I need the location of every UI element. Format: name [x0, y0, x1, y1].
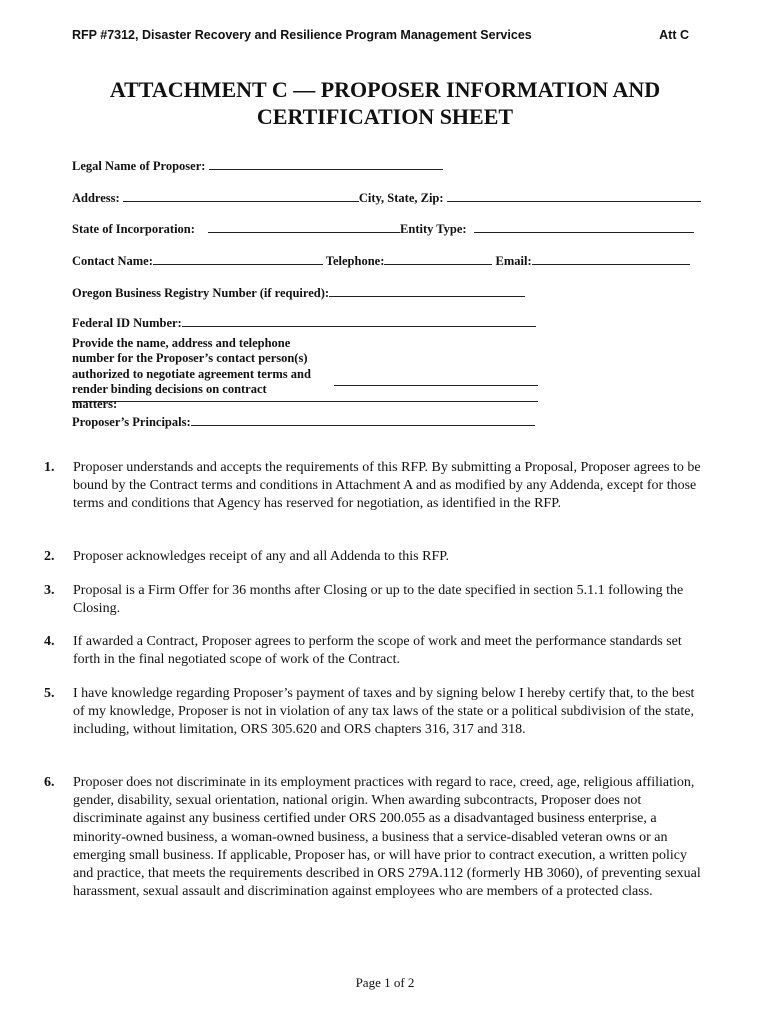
- item-text: Proposal is a Firm Offer for 36 months after Closing or up to the date specified in section 5.1.1 following the Closing.: [73, 583, 684, 617]
- telephone-input[interactable]: [384, 252, 492, 265]
- item-number: 4.: [44, 634, 55, 649]
- page-number: Page 1 of 2: [355, 975, 415, 990]
- email-label: Email:: [495, 254, 532, 268]
- state-incorporation-input[interactable]: [208, 220, 400, 233]
- principals-row: [72, 413, 535, 430]
- legal-name-row: [72, 157, 443, 174]
- federal-id-input[interactable]: [182, 314, 536, 327]
- city-state-zip-label: City, State, Zip:: [358, 191, 444, 205]
- oregon-registry-row: [72, 284, 525, 301]
- negotiator-instructions: Provide the name, address and telephone number for the Proposer’s contact person(s) authorized to negotiate agreement terms and render binding decisions on contract matters:: [72, 336, 311, 412]
- item-text: If awarded a Contract, Proposer agrees to perform the scope of work and meet the performance standards set forth in the final negotiated scope of work of the Contract.: [73, 634, 682, 668]
- item-number: 3.: [44, 583, 55, 598]
- oregon-registry-label: Oregon Business Registry Number (if required):: [72, 286, 330, 300]
- item-number: 5.: [44, 686, 55, 701]
- negotiator-input-line-2[interactable]: [72, 401, 538, 402]
- item-number: 2.: [44, 549, 55, 564]
- legal-name-label: Legal Name of Proposer:: [72, 159, 206, 173]
- running-header-attachment: Att C: [659, 28, 689, 42]
- address-label: Address:: [72, 191, 120, 205]
- principals-label: Proposer’s Principals:: [72, 415, 191, 429]
- oregon-registry-input[interactable]: [329, 284, 525, 297]
- incorporation-row: [72, 220, 694, 237]
- title-line-1: ATTACHMENT C — PROPOSER INFORMATION AND: [109, 77, 661, 102]
- federal-id-label: Federal ID Number:: [72, 316, 182, 330]
- contact-row: [72, 252, 690, 269]
- email-input[interactable]: [532, 252, 690, 265]
- title-line-2: CERTIFICATION SHEET: [256, 104, 514, 129]
- entity-type-label: Entity Type:: [400, 222, 467, 236]
- legal-name-input[interactable]: [209, 157, 443, 170]
- running-header-title: RFP #7312, Disaster Recovery and Resilience Program Management Services: [72, 28, 532, 42]
- negotiator-input[interactable]: [334, 385, 538, 386]
- item-text: I have knowledge regarding Proposer’s payment of taxes and by signing below I hereby certify that, to the best of my knowledge, Proposer is not in violation of any tax laws of the state or a political subdivision of the state, including, without limitation, ORS 305.620 and ORS chapters 316, 317 and 318.: [73, 686, 695, 738]
- entity-type-input[interactable]: [474, 220, 694, 233]
- contact-name-label: Contact Name:: [72, 254, 153, 268]
- telephone-label: Telephone:: [325, 254, 385, 268]
- item-number: 6.: [44, 775, 55, 790]
- item-number: 1.: [44, 460, 55, 475]
- state-incorporation-label: State of Incorporation:: [72, 222, 195, 236]
- federal-id-row: [72, 314, 536, 331]
- address-row: [72, 189, 701, 206]
- item-text: Proposer understands and accepts the requirements of this RFP. By submitting a Proposal, Proposer agrees to be bound by the Contract terms and conditions in Attachment A and as modified by any Addenda, except for those terms and conditions that Agency has reserved for negotiation, as identified in the RFP.: [73, 460, 701, 512]
- item-text: Proposer does not discriminate in its employment practices with regard to race, creed, age, religious affiliation, gender, disability, sexual orientation, national origin. When awarding subcontracts, Proposer does not discriminate against any business certified under ORS 200.055 as a disadvantaged business enterprise, a minority-owned business, a woman-owned business, a business that a service-disabled veteran owns or an emerging small business. If applicable, Proposer has, or will have prior to contract execution, a written policy and practice, that meets the requirements described in ORS 279A.112 (formerly HB 3060), of preventing sexual harassment, sexual assault and discrimination against employees who are members of a protected class.: [73, 775, 701, 900]
- city-state-zip-input[interactable]: [447, 189, 701, 202]
- address-input[interactable]: [123, 189, 359, 202]
- document-title: [0, 76, 770, 130]
- contact-name-input[interactable]: [153, 252, 323, 265]
- principals-input[interactable]: [191, 413, 535, 426]
- item-text: Proposer acknowledges receipt of any and all Addenda to this RFP.: [73, 549, 449, 564]
